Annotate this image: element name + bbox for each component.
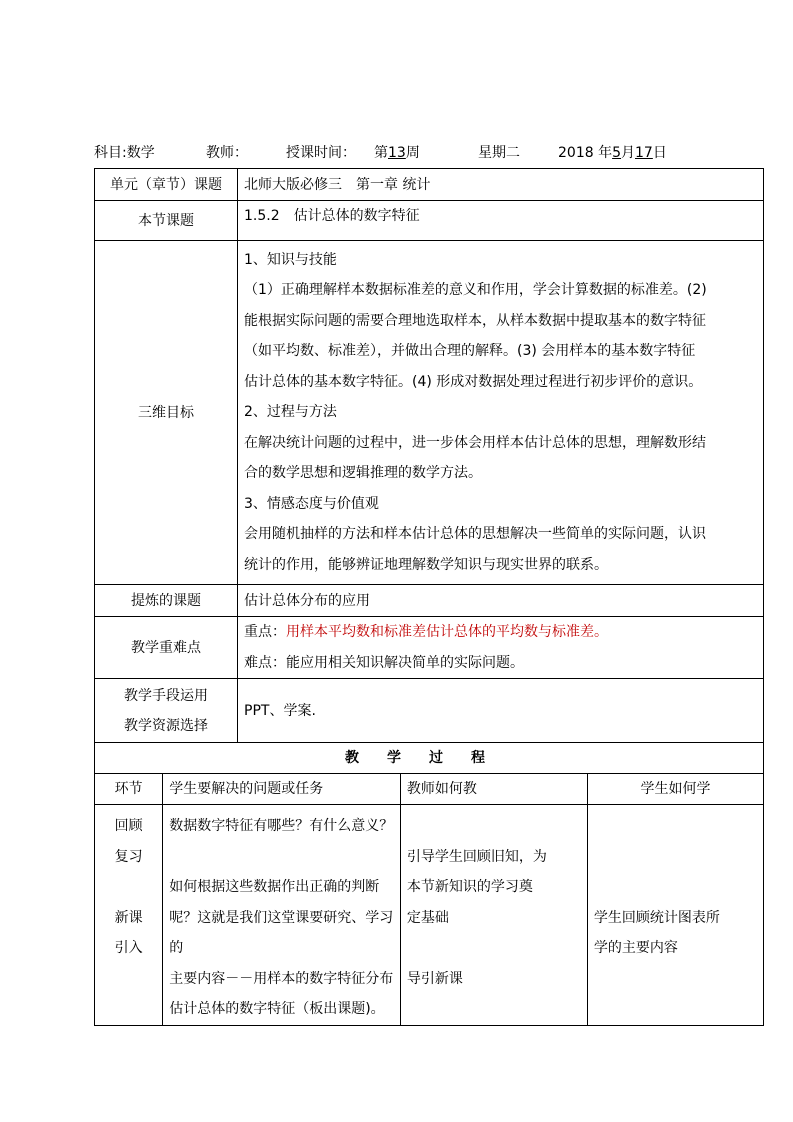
refined-label: 提炼的课题 <box>95 585 238 617</box>
unit-value: 北师大版必修三 第一章 统计 <box>238 169 764 201</box>
col-teacher: 教师如何教 <box>400 774 587 805</box>
goals-line: 3、情感态度与价值观 <box>244 495 379 512</box>
class-time-label: 授课时间： <box>286 145 356 161</box>
goals-content <box>238 241 764 585</box>
weekday: 星期二 <box>478 145 520 161</box>
lesson-plan-table <box>94 168 764 1026</box>
goals-line: 能根据实际问题的需要合理地选取样本，从样本数据中提取基本的数字特征 <box>244 312 707 329</box>
goals-line: 会用随机抽样的方法和样本估计总体的思想解决一些简单的实际问题，认识 <box>244 526 707 543</box>
week: 第13周 <box>374 145 420 161</box>
date: 2018 年5月17日 <box>558 145 667 161</box>
goals-line: 估计总体的基本数字特征。(4) 形成对数据处理过程进行初步评价的意识。 <box>244 373 703 390</box>
unit-label: 单元（章节）课题 <box>95 169 238 201</box>
teacher-label: 教师： <box>206 145 248 161</box>
goals-line: 在解决统计问题的过程中，进一步体会用样本估计总体的思想，理解数形结 <box>244 434 707 451</box>
col-stage: 环节 <box>95 774 163 805</box>
student-content: 学生回顾统计图表所 学的主要内容 <box>587 805 763 1026</box>
lesson-label: 本节课题 <box>95 201 238 241</box>
teacher-content: 引导学生回顾旧知，为 本节新知识的学习奠 定基础 导引新课 <box>400 805 587 1026</box>
goals-label: 三维目标 <box>95 241 238 585</box>
month-number: 5 <box>612 145 622 161</box>
goals-line: 1、知识与技能 <box>244 251 337 268</box>
goals-line: （1）正确理解样本数据标准差的意义和作用，学会计算数据的标准差。(2) <box>244 282 707 299</box>
lesson-value: 1.5.2 估计总体的数字特征 <box>238 201 764 241</box>
goals-line: （如平均数、标准差），并做出合理的解释。(3) 会用样本的基本数字特征 <box>244 343 696 360</box>
goals-line: 统计的作用，能够辨证地理解数学知识与现实世界的联系。 <box>244 556 609 573</box>
week-number: 13 <box>388 145 406 161</box>
process-title: 教学过程 <box>95 743 764 774</box>
means-label: 教学手段运用 教学资源选择 <box>95 679 238 743</box>
key-label: 教学重难点 <box>95 617 238 679</box>
means-value: PPT、学案. <box>238 679 764 743</box>
col-student: 学生如何学 <box>587 774 763 805</box>
refined-value: 估计总体分布的应用 <box>238 585 764 617</box>
stage-column: 回顾 复习 新课 引入 <box>95 805 163 1026</box>
difficulty: 难点：能应用相关知识解决简单的实际问题。 <box>244 654 525 671</box>
lesson-header <box>94 142 774 162</box>
key-content <box>238 617 764 679</box>
task-content: 数据数字特征有哪些？有什么意义？ 如何根据这些数据作出正确的判断 呢？这就是我们这堂课要研究、学习的 主要内容－－用样本的数字特征分布 估计总体的数字特征（板出课题)。 <box>163 805 401 1026</box>
goals-line: 2、过程与方法 <box>244 404 337 421</box>
col-task: 学生要解决的问题或任务 <box>163 774 401 805</box>
subject: 科目:数学 <box>94 145 155 161</box>
day-number: 17 <box>635 145 653 161</box>
key-point: 重点：用样本平均数和标准差估计总体的平均数与标准差。 <box>244 624 609 640</box>
goals-line: 合的数学思想和逻辑推理的数学方法。 <box>244 465 483 482</box>
